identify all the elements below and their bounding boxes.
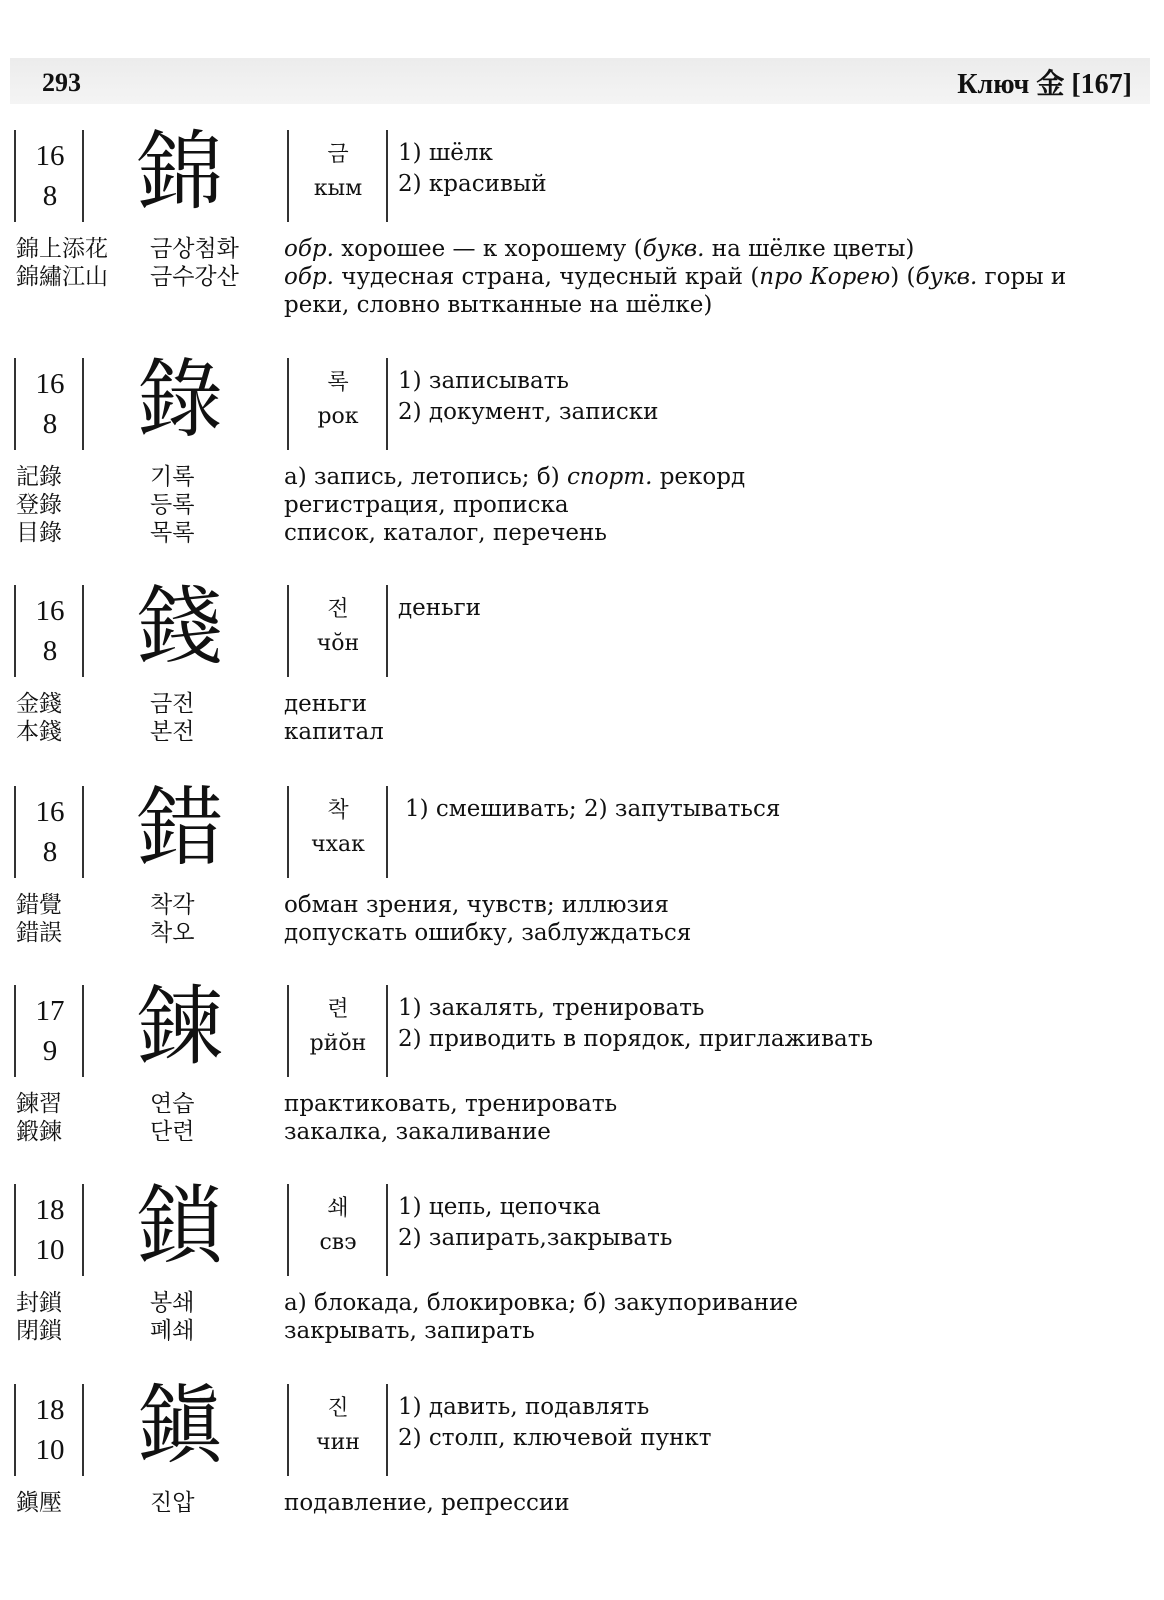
translation-text: на шёлке цветы): [704, 236, 915, 262]
entry-head: [0, 577, 1164, 680]
compound-hangul: 등록: [150, 492, 195, 518]
compound-row: [0, 1118, 1164, 1146]
stroke-counts: [22, 1190, 78, 1270]
divider: [287, 985, 289, 1077]
translation-text: чудесная страна, чудесный край (: [333, 264, 760, 290]
divider: [14, 358, 16, 450]
total-strokes: 16: [35, 595, 65, 627]
reading-hangul: 록: [327, 370, 349, 395]
total-strokes: 16: [35, 796, 65, 828]
entry-head: [0, 977, 1164, 1080]
divider: [386, 358, 388, 450]
divider: [82, 1384, 84, 1476]
meaning: 2) документ, записки: [398, 399, 659, 425]
dictionary-entry: [0, 977, 1164, 1146]
compound-translation: закалка, закаливание: [284, 1119, 551, 1145]
stroke-counts: [22, 1390, 78, 1470]
compound-translation: закрывать, запирать: [284, 1318, 535, 1344]
compound-row: [0, 919, 1164, 947]
compound-hanja: 鍛鍊: [16, 1119, 62, 1145]
dictionary-entry: [0, 1376, 1164, 1517]
divider: [287, 358, 289, 450]
divider: [82, 786, 84, 878]
label-abbr: обр.: [284, 264, 334, 290]
reading-transcription: чхак: [311, 832, 365, 857]
divider: [386, 786, 388, 878]
extra-strokes: 8: [42, 635, 58, 667]
reading-transcription: чŏн: [316, 631, 360, 656]
compound-translation: [284, 235, 1114, 263]
compound-hanja: 本錢: [16, 719, 62, 745]
compound-row: [0, 891, 1164, 919]
meanings: [398, 593, 1138, 624]
reading-transcription: кым: [313, 176, 363, 201]
dictionary-entry: [0, 778, 1164, 947]
label-abbr: про Корею: [759, 264, 891, 290]
compound-hangul: 착오: [150, 920, 195, 946]
dictionary-entry: [0, 1176, 1164, 1345]
compound-hanja: 錦上添花: [16, 236, 108, 262]
compound-hanja: 錯誤: [16, 920, 62, 946]
compound-list: [0, 463, 1164, 547]
compound-hangul: 기록: [150, 464, 195, 490]
compound-list: [0, 1289, 1164, 1345]
total-strokes: 18: [35, 1394, 65, 1426]
extra-strokes: 9: [42, 1035, 58, 1067]
compound-hangul: 목록: [150, 520, 195, 546]
compound-hanja: 錯覺: [16, 892, 62, 918]
compound-row: [0, 491, 1164, 519]
compound-hangul: 금전: [150, 691, 195, 717]
reading-transcription: свэ: [319, 1230, 357, 1255]
compound-row: [0, 690, 1164, 718]
headword-hanja: 錄: [137, 350, 223, 450]
reading: [290, 993, 386, 1061]
headword-hanja: 錢: [137, 577, 223, 677]
translation-text: а) запись, летопись; б): [284, 464, 567, 490]
compound-translation: капитал: [284, 719, 384, 745]
page-header: [10, 58, 1150, 104]
meaning: 1) шёлк: [398, 140, 493, 166]
total-strokes: 18: [35, 1194, 65, 1226]
entry-head: [0, 778, 1164, 881]
divider: [82, 985, 84, 1077]
compound-row: [0, 1289, 1164, 1317]
headword-hanja: 鎖: [137, 1176, 223, 1276]
meaning: 1) давить, подавлять: [398, 1394, 650, 1420]
compound-hangul: 본전: [150, 719, 195, 745]
reading-transcription: рок: [317, 404, 359, 429]
compound-hanja: 鍊習: [16, 1091, 62, 1117]
divider: [82, 1184, 84, 1276]
radical-key-label: Ключ 金 [167]: [957, 69, 1132, 100]
compound-row: [0, 1489, 1164, 1517]
entry-head: [0, 122, 1164, 225]
divider: [14, 1384, 16, 1476]
compound-translation: допускать ошибку, заблуждаться: [284, 920, 692, 946]
meaning: 2) красивый: [398, 171, 547, 197]
extra-strokes: 8: [42, 180, 58, 212]
compound-hanja: 金錢: [16, 691, 62, 717]
divider: [386, 985, 388, 1077]
compound-translation: практиковать, тренировать: [284, 1091, 618, 1117]
stroke-counts: [22, 991, 78, 1071]
compound-hanja: 記錄: [16, 464, 62, 490]
entry-head: [0, 1176, 1164, 1279]
divider: [82, 585, 84, 677]
divider: [14, 130, 16, 222]
divider: [386, 585, 388, 677]
translation-text: рекорд: [652, 464, 746, 490]
reading: [290, 1392, 386, 1460]
compound-hanja: 閉鎖: [16, 1318, 62, 1344]
compound-list: [0, 235, 1164, 319]
meanings: [398, 993, 1138, 1055]
compound-hanja: 錦繡江山: [16, 264, 108, 290]
compound-hangul: 연습: [150, 1091, 195, 1117]
meaning: деньги: [398, 595, 482, 621]
meaning: 1) смешивать; 2) запутываться: [405, 796, 781, 822]
total-strokes: 17: [35, 995, 65, 1027]
meanings: [398, 1392, 1138, 1454]
compound-row: [0, 235, 1164, 263]
translation-text: ) (: [890, 264, 916, 290]
extra-strokes: 8: [42, 836, 58, 868]
compound-translation: деньги: [284, 691, 368, 717]
compound-hangul: 단련: [150, 1119, 195, 1145]
meaning: 1) закалять, тренировать: [398, 995, 705, 1021]
compound-translation: [284, 263, 1114, 319]
divider: [386, 130, 388, 222]
label-abbr: спорт.: [567, 464, 653, 490]
stroke-counts: [22, 136, 78, 216]
reading-hangul: 쇄: [327, 1196, 349, 1221]
compound-translation: список, каталог, перечень: [284, 520, 607, 546]
compound-row: [0, 519, 1164, 547]
divider: [287, 130, 289, 222]
reading-hangul: 금: [327, 142, 349, 167]
compound-row: [0, 718, 1164, 746]
reading: [290, 593, 386, 661]
headword-hanja: 鍊: [137, 977, 223, 1077]
meaning: 2) столп, ключевой пункт: [398, 1425, 712, 1451]
compound-hangul: 폐쇄: [150, 1318, 195, 1344]
divider: [287, 1184, 289, 1276]
compound-list: [0, 1090, 1164, 1146]
reading-transcription: чин: [316, 1430, 360, 1455]
reading: [290, 1192, 386, 1260]
entry-head: [0, 350, 1164, 453]
divider: [14, 786, 16, 878]
compound-translation: а) блокада, блокировка; б) закупоривание: [284, 1290, 799, 1316]
headword-hanja: 錦: [137, 122, 223, 222]
compound-row: [0, 1317, 1164, 1345]
dictionary-entry: [0, 350, 1164, 547]
divider: [386, 1184, 388, 1276]
label-abbr: букв.: [915, 264, 978, 290]
meaning: 1) записывать: [398, 368, 569, 394]
compound-translation: регистрация, прописка: [284, 492, 569, 518]
divider: [287, 585, 289, 677]
extra-strokes: 8: [42, 408, 58, 440]
meaning: 1) цепь, цепочка: [398, 1194, 601, 1220]
reading: [290, 366, 386, 434]
compound-hangul: 진압: [150, 1490, 195, 1516]
compound-row: [0, 1090, 1164, 1118]
entry-head: [0, 1376, 1164, 1479]
stroke-counts: [22, 364, 78, 444]
total-strokes: 16: [35, 140, 65, 172]
meanings: [398, 1192, 1138, 1254]
total-strokes: 16: [35, 368, 65, 400]
dictionary-entry: [0, 577, 1164, 746]
divider: [287, 1384, 289, 1476]
reading-hangul: 진: [327, 1396, 349, 1421]
meanings: [398, 366, 1138, 428]
divider: [14, 985, 16, 1077]
headword-hanja: 錯: [137, 778, 223, 878]
stroke-counts: [22, 591, 78, 671]
compound-row: [0, 463, 1164, 491]
dictionary-entry: [0, 122, 1164, 319]
compound-list: [0, 1489, 1164, 1517]
compound-hanja: 鎭壓: [16, 1490, 62, 1516]
compound-hangul: 봉쇄: [150, 1290, 195, 1316]
reading: [290, 138, 386, 206]
compound-row: [0, 263, 1164, 319]
divider: [14, 585, 16, 677]
label-abbr: букв.: [642, 236, 705, 262]
compound-hanja: 登錄: [16, 492, 62, 518]
compound-translation: обман зрения, чувств; иллюзия: [284, 892, 669, 918]
compound-hangul: 착각: [150, 892, 195, 918]
label-abbr: обр.: [284, 236, 334, 262]
compound-translation: [284, 463, 1114, 491]
meaning: 2) запирать,закрывать: [398, 1225, 673, 1251]
compound-hangul: 금수강산: [150, 264, 239, 290]
page-number: 293: [42, 68, 81, 97]
reading-transcription: рйŏн: [309, 1031, 367, 1056]
compound-hanja: 目錄: [16, 520, 62, 546]
headword-hanja: 鎭: [137, 1376, 223, 1476]
stroke-counts: [22, 792, 78, 872]
divider: [82, 358, 84, 450]
compound-hangul: 금상첨화: [150, 236, 239, 262]
compound-list: [0, 690, 1164, 746]
compound-hanja: 封鎖: [16, 1290, 62, 1316]
divider: [287, 786, 289, 878]
divider: [82, 130, 84, 222]
divider: [14, 1184, 16, 1276]
reading-hangul: 착: [327, 798, 349, 823]
reading: [290, 794, 386, 862]
divider: [386, 1384, 388, 1476]
reading-hangul: 련: [327, 997, 349, 1022]
compound-translation: подавление, репрессии: [284, 1490, 570, 1516]
translation-text: горы и реки, словно вытканные на шёлке): [284, 264, 1067, 318]
meanings: [398, 138, 1138, 200]
compound-list: [0, 891, 1164, 947]
reading-hangul: 전: [327, 597, 349, 622]
meaning: 2) приводить в порядок, приглаживать: [398, 1026, 873, 1052]
extra-strokes: 10: [35, 1234, 65, 1266]
extra-strokes: 10: [35, 1434, 65, 1466]
meanings: [405, 794, 1145, 825]
translation-text: хорошее — к хорошему (: [333, 236, 643, 262]
